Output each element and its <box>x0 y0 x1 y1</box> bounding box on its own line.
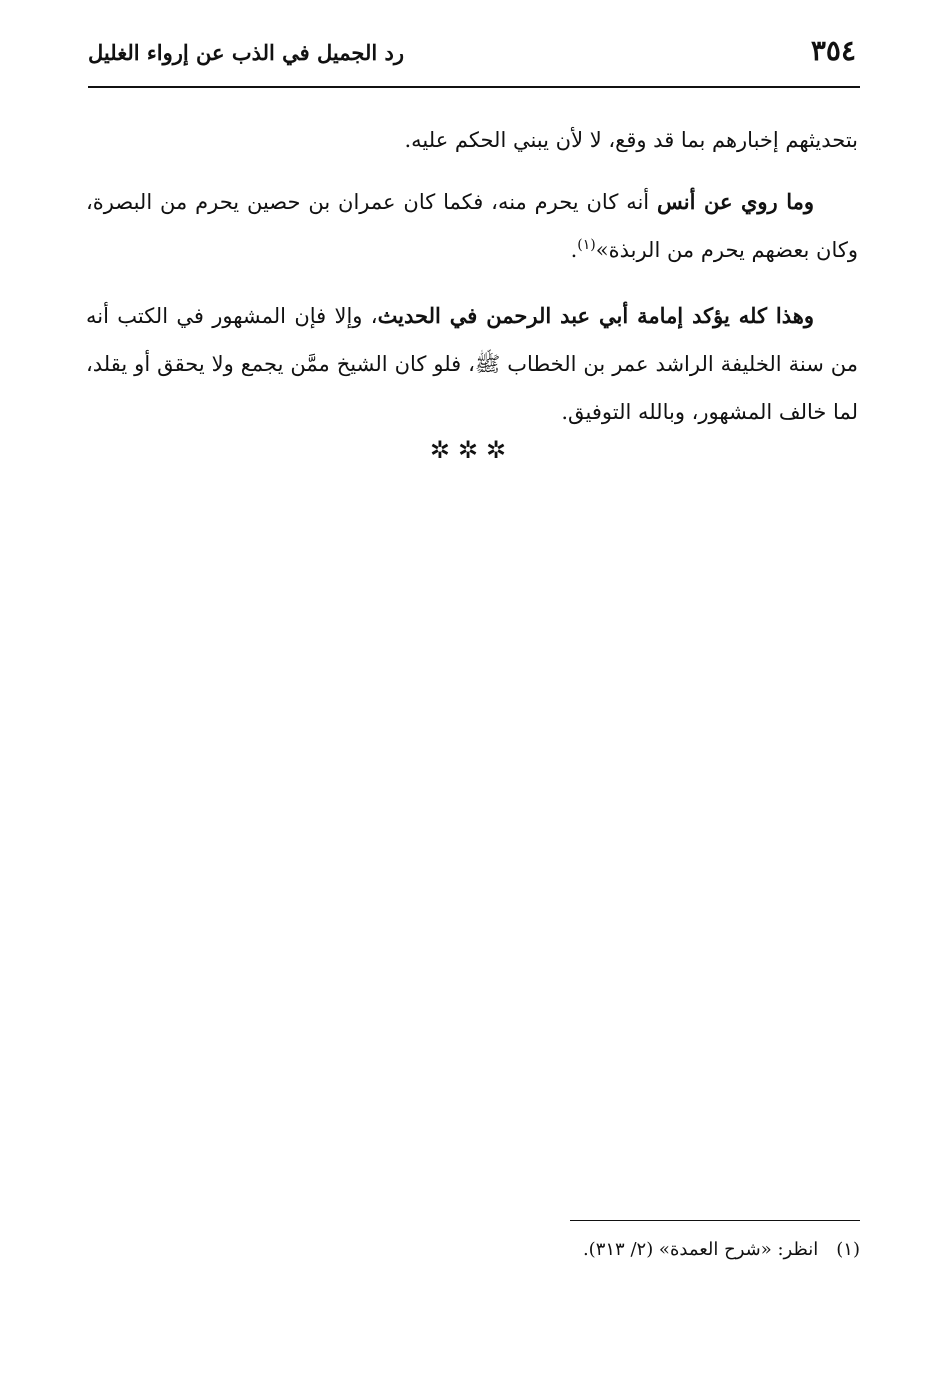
page-number: ٣٥٤ <box>810 34 856 67</box>
footnote <box>86 1234 860 1266</box>
body-text <box>86 116 858 454</box>
paragraph-3-bold-lead: وهذا كله يؤكد إمامة أبي عبد الرحمن في الحديث <box>377 303 815 328</box>
paragraph-2-end: . <box>570 238 578 262</box>
paragraph-1: بتحديثهم إخبارهم بما قد وقع، لا لأن يبني الحكم عليه. <box>404 128 858 152</box>
footnote-rule <box>570 1220 860 1221</box>
paragraph-2 <box>86 178 858 274</box>
paragraph-3-text: ، وإلا فإن المشهور في الكتب أنه من سنة الخليفة الراشد عمر بن الخطاب ﷺ، فلو كان الشيخ ممَّن يجمع ولا يحقق أو يقلد، لما خالف المشهور، وبالله التوفيق. <box>86 304 858 424</box>
paragraph-3 <box>86 292 858 436</box>
paragraph-2-bold-lead: وما روي عن أنس <box>657 189 814 214</box>
running-header <box>88 30 856 76</box>
book-title: رد الجميل في الذب عن إرواء الغليل <box>88 40 404 65</box>
paragraph-2-text: أنه كان يحرم منه، فكما كان عمران بن حصين يحرم من البصرة، وكان بعضهم يحرم من الربذة» <box>86 190 858 262</box>
header-rule <box>88 86 860 88</box>
footnote-text: انظر: «شرح العمدة» (٢/ ٣١٣). <box>582 1239 819 1260</box>
footnote-reference[interactable]: (١) <box>577 237 596 253</box>
section-ornament: ✲✲✲ <box>429 436 515 464</box>
footnote-marker: (١) <box>836 1239 860 1260</box>
